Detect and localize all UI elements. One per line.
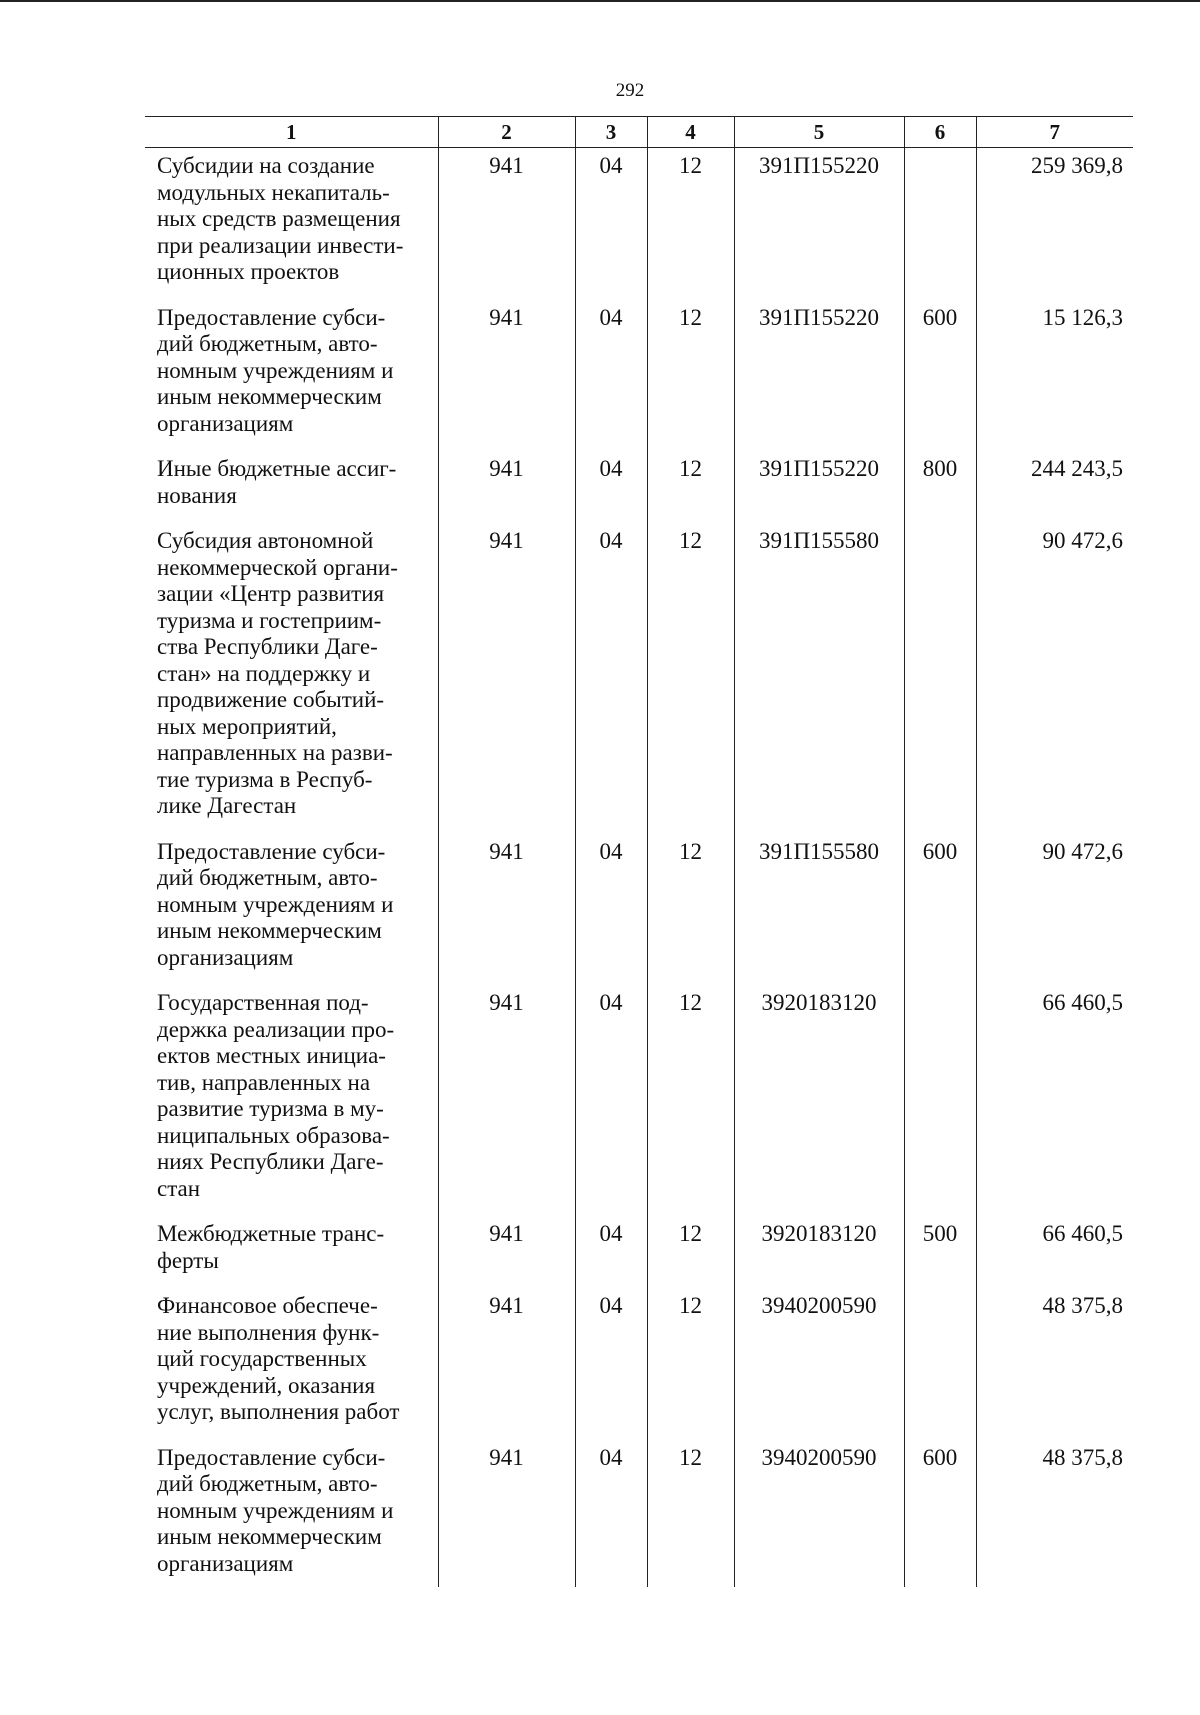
row-name (145, 1288, 438, 1440)
cell-section: 04 (575, 148, 647, 300)
table-row (145, 148, 1133, 300)
cell-target-article: 391П155220 (734, 300, 904, 452)
row-name-text: Межбюджетные транс- ферты (157, 1221, 385, 1273)
budget-table (145, 116, 1133, 1587)
cell-subsection: 12 (647, 148, 734, 300)
table-row (145, 834, 1133, 986)
row-name-text: Государственная под- держка реализации про- ектов местных инициа- тив, направленных на развитие туризма в му- ниципальных образова- ниях Республики Даге- стан (157, 990, 395, 1201)
cell-expense-type (904, 148, 976, 300)
cell-ministry-code: 941 (438, 834, 575, 986)
cell-expense-type (904, 985, 976, 1216)
header-col-7: 7 (976, 117, 1133, 148)
table-row (145, 451, 1133, 523)
cell-ministry-code: 941 (438, 985, 575, 1216)
cell-subsection: 12 (647, 1216, 734, 1288)
header-col-1: 1 (145, 117, 438, 148)
row-name (145, 300, 438, 452)
header-col-2: 2 (438, 117, 575, 148)
row-name (145, 148, 438, 300)
cell-target-article: 391П155220 (734, 451, 904, 523)
cell-subsection: 12 (647, 300, 734, 452)
cell-section: 04 (575, 834, 647, 986)
cell-section: 04 (575, 1288, 647, 1440)
cell-amount: 48 375,8 (976, 1440, 1133, 1588)
row-name (145, 985, 438, 1216)
row-name-text: Предоставление субси- дий бюджетным, авто- номным учреждениям и иным некоммерческим организациям (157, 1444, 394, 1576)
cell-subsection: 12 (647, 985, 734, 1216)
cell-expense-type: 600 (904, 1440, 976, 1588)
cell-target-article: 391П155580 (734, 834, 904, 986)
row-name-text: Предоставление субси- дий бюджетным, авто- номным учреждениям и иным некоммерческим организациям (157, 838, 394, 970)
row-name (145, 1216, 438, 1288)
header-col-6: 6 (904, 117, 976, 148)
cell-subsection: 12 (647, 834, 734, 986)
table-row (145, 985, 1133, 1216)
cell-target-article: 3920183120 (734, 985, 904, 1216)
table-row (145, 300, 1133, 452)
cell-ministry-code: 941 (438, 1288, 575, 1440)
cell-amount: 244 243,5 (976, 451, 1133, 523)
cell-ministry-code: 941 (438, 1216, 575, 1288)
row-name-text: Финансовое обеспече- ние выполнения функ- ций государственных учреждений, оказания услуг, выполнения работ (157, 1293, 400, 1424)
header-col-4: 4 (647, 117, 734, 148)
header-col-3: 3 (575, 117, 647, 148)
header-col-5: 5 (734, 117, 904, 148)
table-row (145, 523, 1133, 834)
cell-expense-type: 600 (904, 300, 976, 452)
cell-target-article: 3940200590 (734, 1288, 904, 1440)
cell-target-article: 391П155580 (734, 523, 904, 834)
table-row (145, 1288, 1133, 1440)
cell-expense-type: 800 (904, 451, 976, 523)
cell-ministry-code: 941 (438, 148, 575, 300)
row-name-text: Субсидия автономной некоммерческой органи- зации «Центр развития туризма и гостеприим- ства Республики Даге- стан» на поддержку и продвижение событий- ных мероприятий, направленных на разви- тие туризма в Респуб- лике Дагестан (157, 528, 398, 818)
row-name (145, 1440, 438, 1588)
cell-subsection: 12 (647, 523, 734, 834)
table-row (145, 1440, 1133, 1588)
page-top-rule (0, 0, 1200, 2)
cell-amount: 15 126,3 (976, 300, 1133, 452)
cell-ministry-code: 941 (438, 300, 575, 452)
cell-amount: 48 375,8 (976, 1288, 1133, 1440)
cell-subsection: 12 (647, 1288, 734, 1440)
row-name (145, 834, 438, 986)
row-name-text: Иные бюджетные ассиг- нования (157, 456, 397, 508)
cell-target-article: 3940200590 (734, 1440, 904, 1588)
row-name (145, 523, 438, 834)
cell-amount: 90 472,6 (976, 834, 1133, 986)
row-name-text: Предоставление субси- дий бюджетным, авто- номным учреждениям и иным некоммерческим организациям (157, 304, 394, 436)
cell-expense-type (904, 1288, 976, 1440)
cell-amount: 259 369,8 (976, 148, 1133, 300)
cell-expense-type: 600 (904, 834, 976, 986)
cell-amount: 90 472,6 (976, 523, 1133, 834)
cell-section: 04 (575, 523, 647, 834)
cell-subsection: 12 (647, 451, 734, 523)
cell-amount: 66 460,5 (976, 1216, 1133, 1288)
page-number: 292 (615, 80, 645, 101)
cell-section: 04 (575, 1216, 647, 1288)
row-name (145, 451, 438, 523)
cell-ministry-code: 941 (438, 1440, 575, 1588)
table-row (145, 1216, 1133, 1288)
cell-target-article: 3920183120 (734, 1216, 904, 1288)
header-row (145, 117, 1133, 148)
cell-ministry-code: 941 (438, 451, 575, 523)
cell-target-article: 391П155220 (734, 148, 904, 300)
cell-amount: 66 460,5 (976, 985, 1133, 1216)
cell-section: 04 (575, 451, 647, 523)
cell-subsection: 12 (647, 1440, 734, 1588)
cell-expense-type: 500 (904, 1216, 976, 1288)
cell-section: 04 (575, 1440, 647, 1588)
row-name-text: Субсидии на создание модульных некапиталь- ных средств размещения при реализации инвести- ционных проектов (157, 153, 404, 284)
cell-expense-type (904, 523, 976, 834)
cell-ministry-code: 941 (438, 523, 575, 834)
cell-section: 04 (575, 300, 647, 452)
cell-section: 04 (575, 985, 647, 1216)
